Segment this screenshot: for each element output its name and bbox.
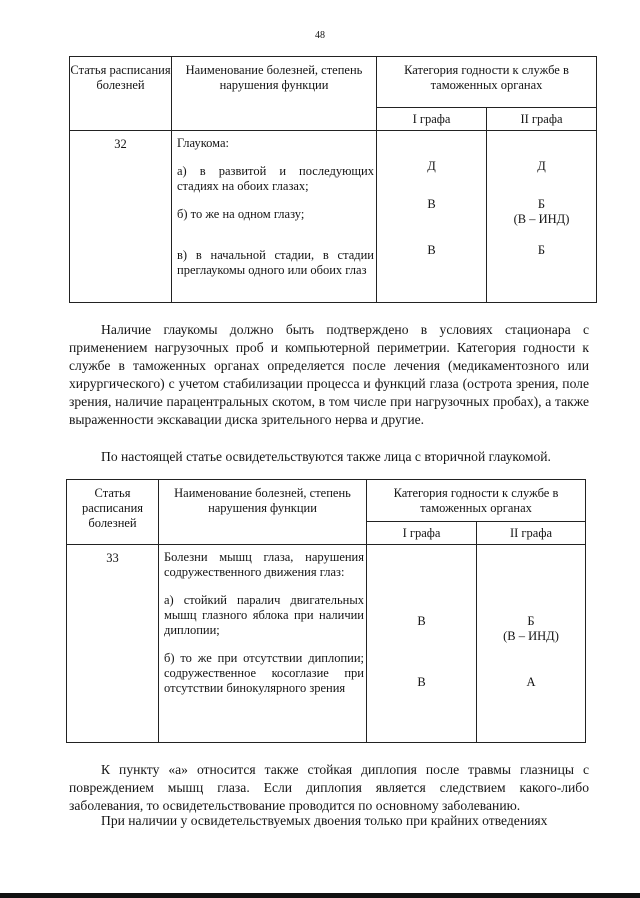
item-c: в) в начальной стадии, в стадии преглаукомы одного или обоих глаз [177,248,374,277]
g2-item-b: А [526,675,536,689]
header-column-1: I графа [367,522,477,545]
item-a: а) в развитой и последующих стадиях на обоих глазах; [177,164,374,193]
item-a: а) стойкий паралич двигательных мышц глазного яблока при наличии диплопии; [164,593,364,637]
disease-title: Болезни мышц глаза, нарушения содружественного движения глаз: [164,550,364,579]
scan-edge-line [0,893,640,898]
article-number: 32 [70,131,172,303]
disease-title: Глаукома: [177,136,229,150]
header-category: Категория годности к службе в таможенных органах [377,57,597,108]
paragraph-double-vision: При наличии у освидетельствуемых двоения только при крайних отведениях [101,813,548,828]
header-disease-name: Наименование болезней, степень нарушения функции [172,57,377,131]
header-column-2: II графа [487,108,597,131]
paragraph-secondary-glaucoma: По настоящей статье освидетельствуются также лица с вторичной глаукомой. [101,449,551,464]
header-column-2: II графа [477,522,586,545]
header-column-1: I графа [377,108,487,131]
g2-item-b-extra: (В – ИНД) [513,212,570,226]
g2-item-b: Б [537,197,546,211]
paragraph-diplopia: К пункту «а» относится также стойкая диплопия после травмы глазницы с повреждением мышц глаза. Если диплопия является следствием какого-либо заболевания, то освидетельствование проводится по основному заболеванию. [69,762,589,813]
disease-description [159,545,367,743]
table-article-32 [69,56,597,303]
column-2-values [487,131,597,303]
item-b: б) то же на одном глазу; [177,207,305,221]
header-category: Категория годности к службе в таможенных органах [367,480,586,522]
article-number: 33 [67,545,159,743]
g1-item-b: В [417,675,426,689]
column-2-values [477,545,586,743]
g2-item-c: Б [537,243,546,257]
g1-item-c: В [427,243,436,257]
page-number: 48 [315,30,325,41]
g1-item-b: В [427,197,436,211]
g1-item-a: В [417,614,426,628]
g2-item-a-extra: (В – ИНД) [503,629,559,643]
table-row [70,131,597,303]
header-article: Статья расписания болезней [67,480,159,545]
table-article-33 [66,479,586,743]
item-b: б) то же при отсутствии диплопии; содружественное косоглазие при отсутствии бинокулярного зрения [164,651,364,695]
header-article: Статья расписания болезней [70,57,172,131]
g1-item-a: Д [427,159,436,173]
disease-description [172,131,377,303]
header-disease-name: Наименование болезней, степень нарушения функции [159,480,367,545]
g2-item-a: Б [527,614,535,628]
paragraph-glaucoma: Наличие глаукомы должно быть подтверждено в условиях стационара с применением нагрузочных проб и компьютерной периметрии. Категория годности к службе в таможенных органах определяется после лечения (медикаментозного или хирургического) с учетом стабилизации процесса и функций глаза (острота зрения, поле зрения, наличие парацентральных скотом, в том числе при нагрузочных пробах), а также выраженности экскавации диска зрительного нерва и другие. [69,322,589,427]
column-1-values [367,545,477,743]
table-row [67,545,586,743]
g2-item-a: Д [537,159,546,173]
column-1-values [377,131,487,303]
